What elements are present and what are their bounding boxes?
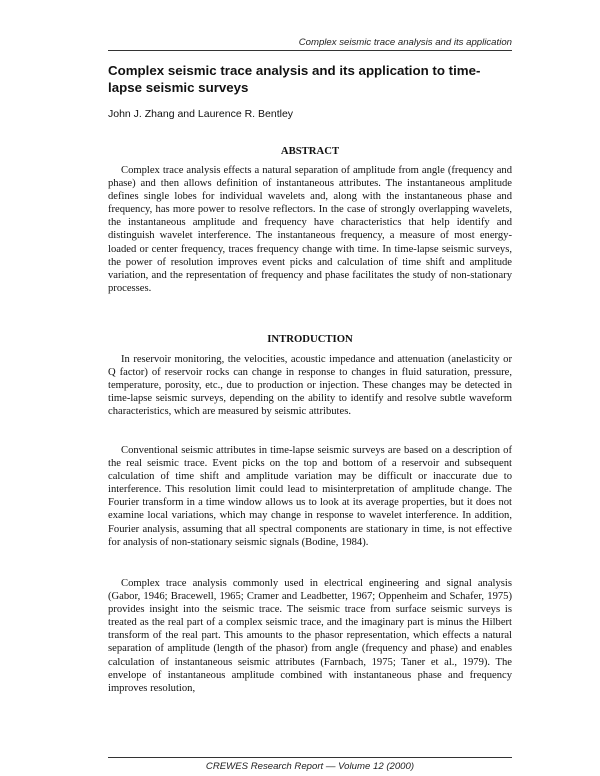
footer-rule <box>108 757 512 758</box>
paper-authors: John J. Zhang and Laurence R. Bentley <box>108 108 294 120</box>
introduction-heading: INTRODUCTION <box>267 333 353 345</box>
abstract-heading: ABSTRACT <box>280 145 340 157</box>
running-header: Complex seismic trace analysis and its application <box>298 37 512 48</box>
abstract-paragraph: Complex trace analysis effects a natural separation of amplitude from angle (frequency and phase) and then allows definition of instantaneous attributes. The instantaneous amplitude defines single lobes for individual wavelets and, along with the instantaneous phase and frequency, has more power to resolve reflectors. In the case of strongly overlapping wavelets, the instantaneous amplitude and frequency have characteristics that help identify and distinguish wavelet interference. The instantaneous frequency, a measure of most energy-loaded or center frequency, traces frequency change with time. In time-lapse seismic surveys, the power of resolution improves event picks and calculation of time shift and amplitude variation, and the representation of frequency and phase facilitates the study of non-stationary processes. <box>108 165 512 294</box>
header-rule <box>108 50 512 51</box>
paper-title: Complex seismic trace analysis and its application to time-lapse seismic surveys <box>108 63 481 95</box>
running-footer: CREWES Research Report — Volume 12 (2000) <box>205 761 415 772</box>
intro-paragraph-2: Conventional seismic attributes in time-lapse seismic surveys are based on a description of the real seismic trace. Event picks on the top and bottom of a reservoir and subsequent calculation of time shift and amplitude variation may be difficult or inaccurate due to interference. This resolution limit could lead to misinterpretation of amplitude change. The Fourier transform in a time window allows us to look at its average properties, but it does not examine local variations, which may change in response to wavelet interference. In addition, Fourier analysis, assuming that all spectral components are stationary in time, is not effective for analysis of non-stationary seismic signals (Bodine, 1984). <box>108 445 512 548</box>
intro-paragraph-1: In reservoir monitoring, the velocities, acoustic impedance and attenuation (anelasticity or Q factor) of reservoir rocks can change in response to changes in fluid saturation, pressure, temperature, porosity, etc., due to production or injection. These changes may be detected in time-lapse seismic surveys, depending on the ability to identify and resolve subtle waveform characteristics, which are measured by seismic attributes. <box>108 354 512 418</box>
intro-paragraph-3: Complex trace analysis commonly used in electrical engineering and signal analysis (Gabor, 1946; Bracewell, 1965; Cramer and Leadbetter, 1967; Oppenheim and Schafer, 1975) provides insight into the seismic trace. The seismic trace from surface seismic surveys is treated as the real part of a complex seismic trace, and the imaginary part is minus the Hilbert transform of the real part. This amounts to the phasor representation, which effects a natural separation of amplitude (length of the phasor) from angle (frequency and phase) and enables calculation of instantaneous seismic attributes (Farnbach, 1975; Taner et al., 1979). The envelope of instantaneous amplitude combined with instantaneous phase and frequency improves resolution, <box>108 578 512 694</box>
